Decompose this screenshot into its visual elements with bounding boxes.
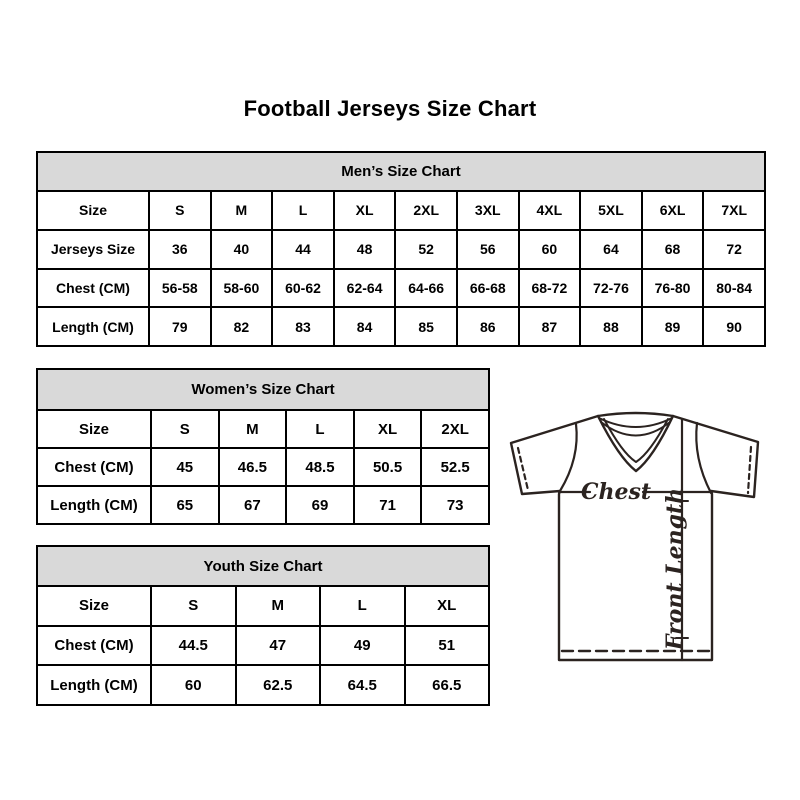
value-cell: 52 [395, 230, 457, 269]
value-cell: 44 [272, 230, 334, 269]
value-cell: 72-76 [580, 269, 642, 308]
row-label-cell: Length (CM) [37, 486, 151, 524]
mens-table-title: Men’s Size Chart [37, 152, 765, 191]
page-title: Football Jerseys Size Chart [243, 96, 537, 121]
value-cell: 49 [320, 626, 405, 666]
value-cell: 85 [395, 307, 457, 346]
table-title-row [37, 369, 489, 410]
table-row [37, 586, 489, 626]
table-row [37, 191, 765, 230]
value-cell: 60-62 [272, 269, 334, 308]
value-cell: 83 [272, 307, 334, 346]
value-cell: 64.5 [320, 665, 405, 705]
womens-table-body [37, 410, 489, 524]
value-cell: 73 [421, 486, 489, 524]
value-cell: 46.5 [219, 448, 287, 486]
table-row [37, 269, 765, 308]
mens-size-table [36, 151, 766, 347]
value-cell: S [151, 586, 236, 626]
value-cell: 88 [580, 307, 642, 346]
value-cell: 48.5 [286, 448, 354, 486]
womens-table-title: Women’s Size Chart [37, 369, 489, 410]
row-label-cell: Chest (CM) [37, 626, 151, 666]
value-cell: 65 [151, 486, 219, 524]
youth-table-body [37, 586, 489, 705]
value-cell: 56 [457, 230, 519, 269]
row-label-cell: Length (CM) [37, 665, 151, 705]
value-cell: 40 [211, 230, 273, 269]
value-cell: 68 [642, 230, 704, 269]
value-cell: 62-64 [334, 269, 396, 308]
value-cell: 87 [519, 307, 581, 346]
value-cell: L [286, 410, 354, 448]
value-cell: 50.5 [354, 448, 422, 486]
value-cell: 36 [149, 230, 211, 269]
value-cell: 48 [334, 230, 396, 269]
youth-size-table [36, 545, 490, 706]
front-length-label: Front Length [662, 487, 688, 651]
table-title-row [37, 546, 489, 586]
value-cell: M [236, 586, 321, 626]
value-cell: 79 [149, 307, 211, 346]
row-label-cell: Chest (CM) [37, 269, 149, 308]
womens-size-table [36, 368, 490, 525]
value-cell: 64 [580, 230, 642, 269]
table-row [37, 448, 489, 486]
value-cell: XL [405, 586, 490, 626]
row-label-cell: Jerseys Size [37, 230, 149, 269]
value-cell: M [211, 191, 273, 230]
value-cell: 62.5 [236, 665, 321, 705]
value-cell: 47 [236, 626, 321, 666]
table-row [37, 230, 765, 269]
table-row [37, 665, 489, 705]
value-cell: 2XL [395, 191, 457, 230]
value-cell: L [320, 586, 405, 626]
value-cell: 44.5 [151, 626, 236, 666]
value-cell: 80-84 [703, 269, 765, 308]
value-cell: 86 [457, 307, 519, 346]
value-cell: 72 [703, 230, 765, 269]
value-cell: 45 [151, 448, 219, 486]
value-cell: S [151, 410, 219, 448]
value-cell: 68-72 [519, 269, 581, 308]
value-cell: S [149, 191, 211, 230]
value-cell: XL [354, 410, 422, 448]
value-cell: 7XL [703, 191, 765, 230]
value-cell: 6XL [642, 191, 704, 230]
value-cell: 89 [642, 307, 704, 346]
value-cell: 51 [405, 626, 490, 666]
chest-label: Chest [580, 479, 652, 505]
value-cell: 5XL [580, 191, 642, 230]
value-cell: M [219, 410, 287, 448]
value-cell: 3XL [457, 191, 519, 230]
table-row [37, 410, 489, 448]
value-cell: 52.5 [421, 448, 489, 486]
value-cell: 56-58 [149, 269, 211, 308]
value-cell: 60 [151, 665, 236, 705]
mens-table-body [37, 191, 765, 346]
value-cell: 69 [286, 486, 354, 524]
value-cell: 66-68 [457, 269, 519, 308]
row-label-cell: Chest (CM) [37, 448, 151, 486]
value-cell: 71 [354, 486, 422, 524]
value-cell: 2XL [421, 410, 489, 448]
row-label-cell: Size [37, 586, 151, 626]
value-cell: 82 [211, 307, 273, 346]
value-cell: 76-80 [642, 269, 704, 308]
youth-table-title: Youth Size Chart [37, 546, 489, 586]
value-cell: 4XL [519, 191, 581, 230]
value-cell: L [272, 191, 334, 230]
row-label-cell: Length (CM) [37, 307, 149, 346]
jersey-measurement-diagram [503, 406, 777, 696]
row-label-cell: Size [37, 191, 149, 230]
table-row [37, 486, 489, 524]
value-cell: 67 [219, 486, 287, 524]
table-row [37, 307, 765, 346]
table-row [37, 626, 489, 666]
table-title-row [37, 152, 765, 191]
value-cell: 90 [703, 307, 765, 346]
value-cell: 64-66 [395, 269, 457, 308]
value-cell: XL [334, 191, 396, 230]
jersey-outline [511, 413, 758, 660]
value-cell: 58-60 [211, 269, 273, 308]
value-cell: 60 [519, 230, 581, 269]
value-cell: 66.5 [405, 665, 490, 705]
row-label-cell: Size [37, 410, 151, 448]
value-cell: 84 [334, 307, 396, 346]
